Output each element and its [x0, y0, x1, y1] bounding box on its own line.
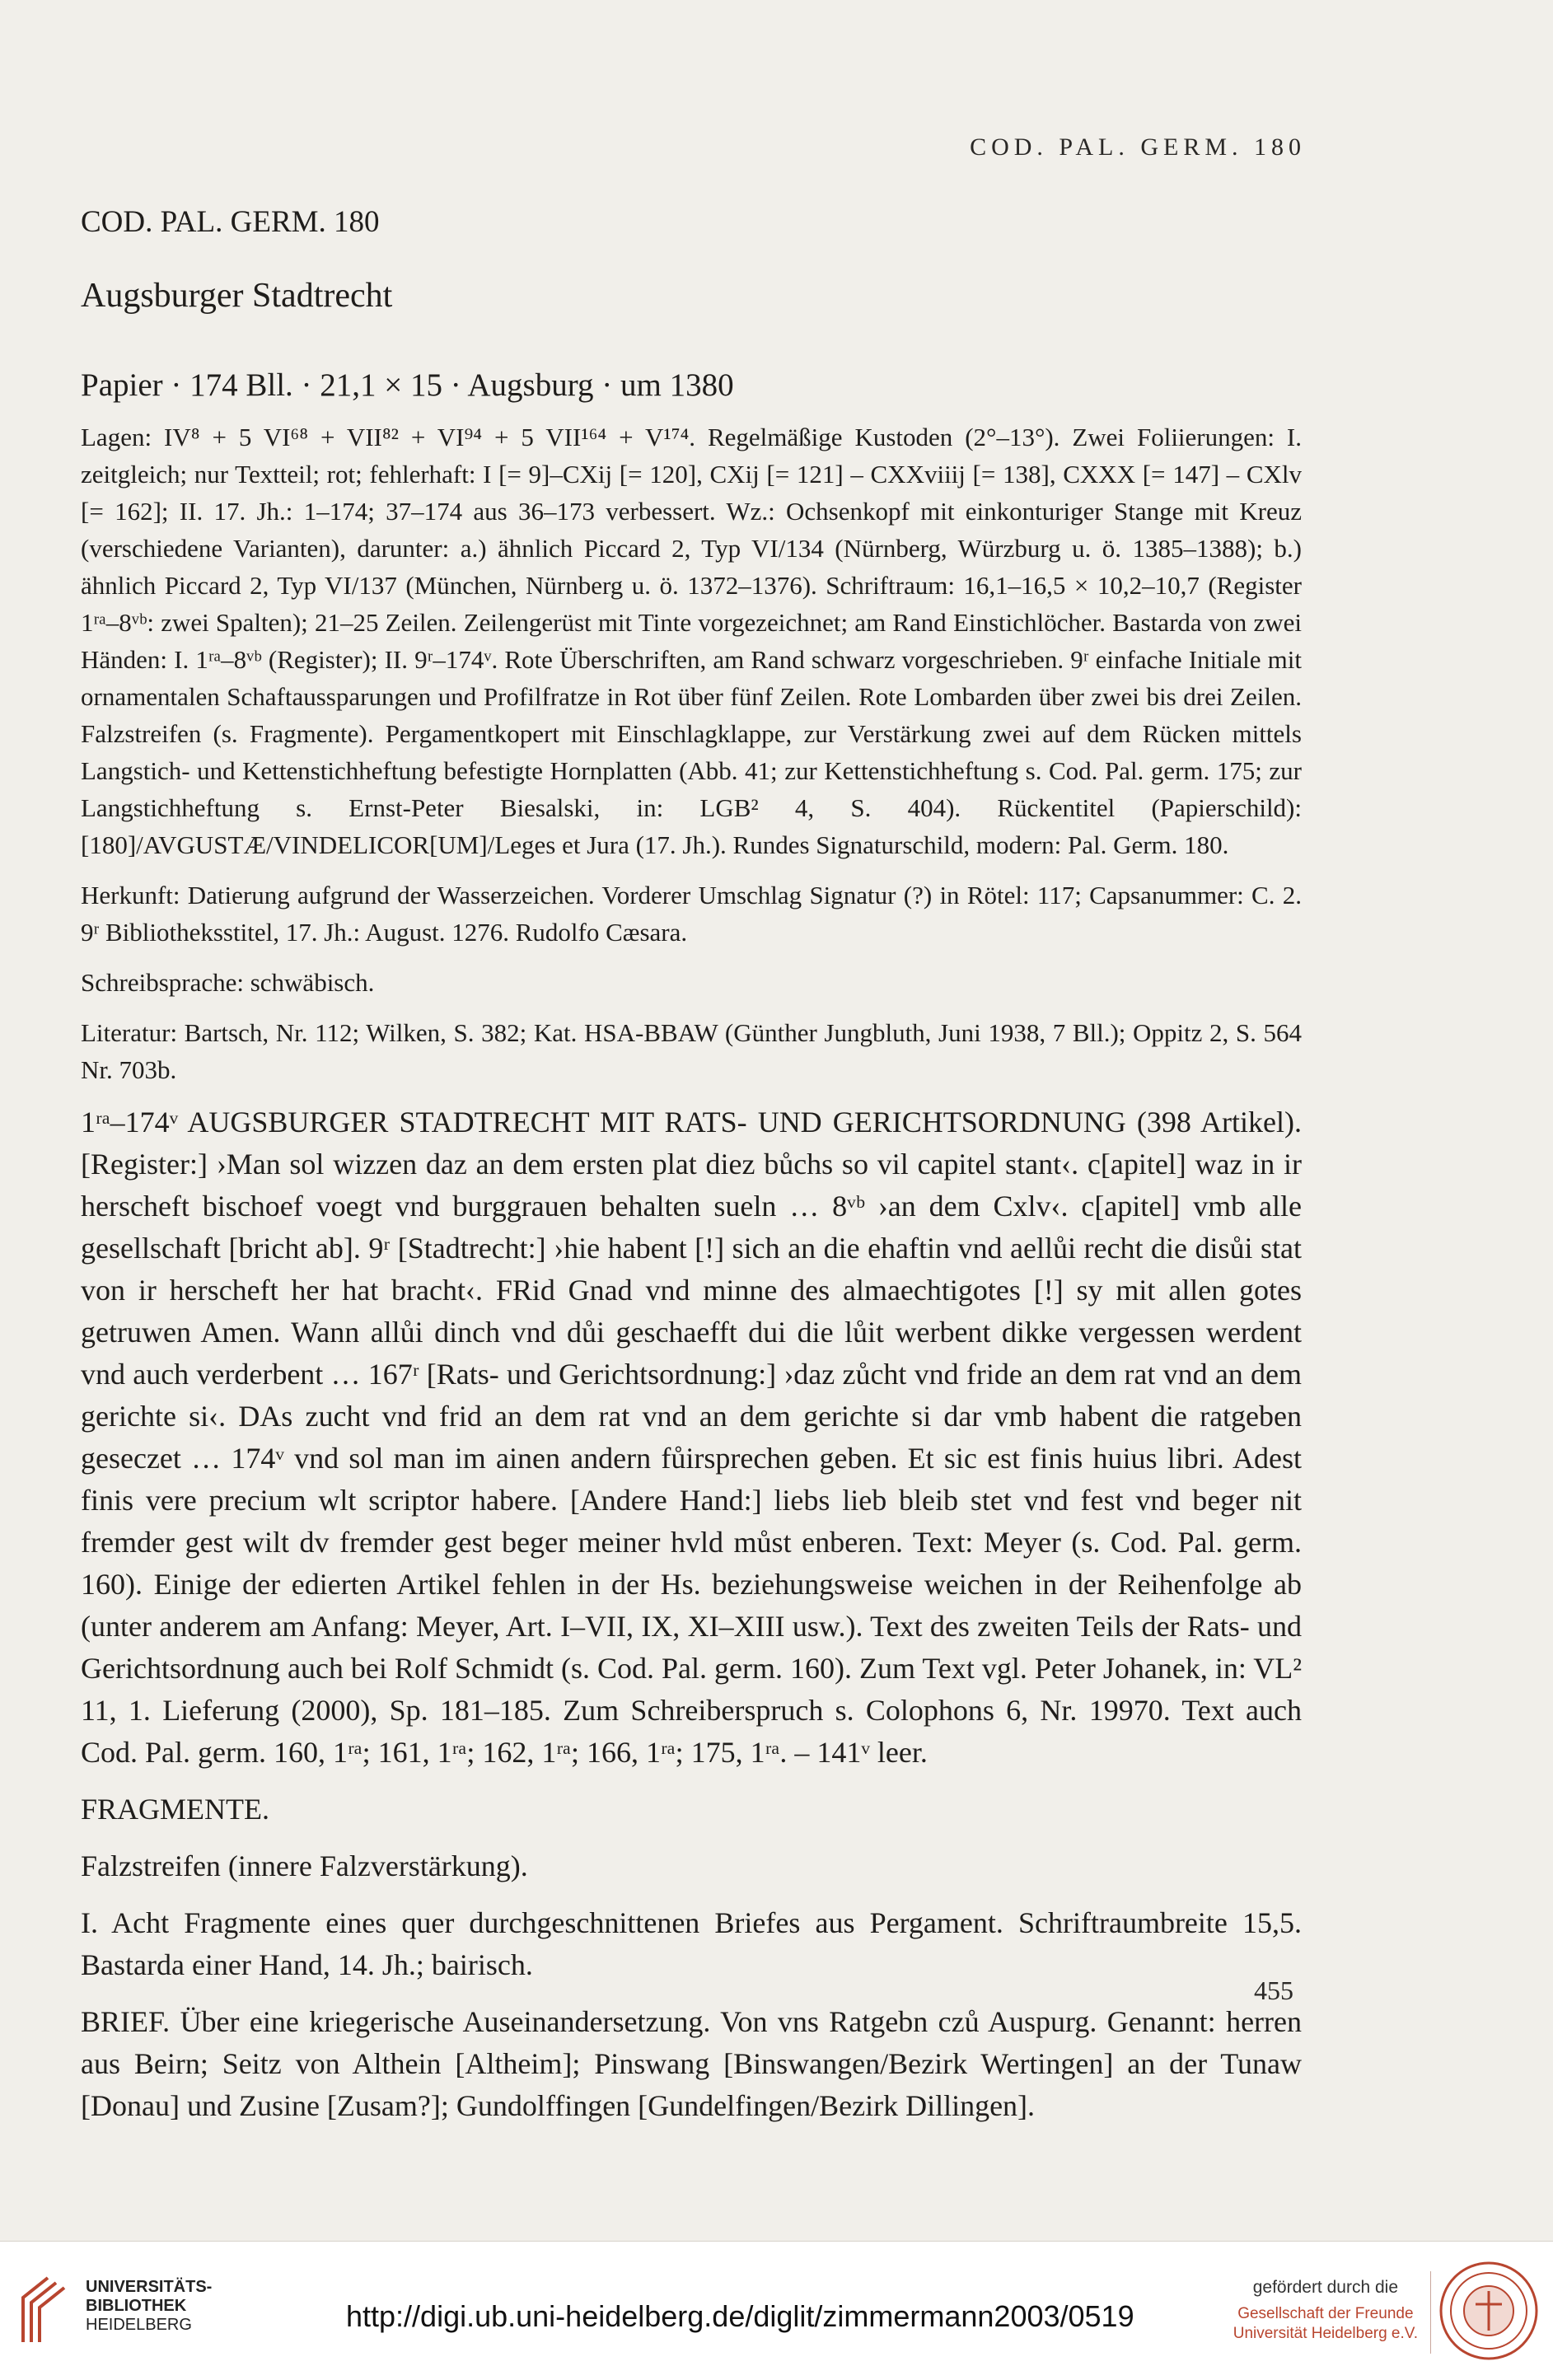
- provenance: Herkunft: Datierung aufgrund der Wasserzeichen. Vorderer Umschlag Signatur (?) in Rötel: 117; Capsanummer: C. 2. 9ʳ Bibliotheksstitel, 17. Jh.: August. 1276. Rudolfo Cæsara.: [81, 881, 1302, 947]
- entry-title: Augsburger Stadtrecht: [81, 277, 393, 315]
- permalink[interactable]: http://digi.ub.uni-heidelberg.de/diglit/zimmermann2003/0519: [346, 2299, 1134, 2333]
- catalog-entry: [81, 204, 1302, 2142]
- fragments-heading: FRAGMENTE.: [81, 1793, 270, 1826]
- running-head: COD. PAL. GERM. 180: [970, 133, 1306, 161]
- sponsor-credit: [1233, 2278, 1418, 2344]
- fragment-one: I. Acht Fragmente eines quer durchgeschnittenen Briefes aus Pergament. Schriftraumbreite 15,5. Bastarda einer Hand, 14. Jh.; bairisch.: [81, 1906, 1302, 1981]
- sponsor-intro: gefördert durch die: [1252, 2278, 1398, 2297]
- library-logo-icon: [15, 2273, 71, 2347]
- scribal-language: Schreibsprache: schwäbisch.: [81, 968, 375, 997]
- letter-description: BRIEF. Über eine kriegerische Auseinandersetzung. Von vns Ratgebn czů Auspurg. Genannt: herren aus Beirn; Seitz von Althein [Altheim]; Pinswang [Binswangen/Bezirk Wertingen] an der Tunaw [Donau] und Zusine [Zusam?]; Gundolffingen [Gundelfingen/Bezirk Dillingen].: [81, 2005, 1302, 2122]
- content-description: 1ʳᵃ–174ᵛ AUGSBURGER STADTRECHT MIT RATS- UND GERICHTSORDNUNG (398 Artikel). [Register:] ›Man sol wizzen daz an dem ersten plat diez bůchs so vil capitel stant‹. c[apitel] waz in ir herscheft bischoef voegt vnd burggrauen behalten sueln … 8ᵛᵇ ›an dem Cxlv‹. c[apitel] vmb alle gesellschaft [bricht ab]. 9ʳ [Stadtrecht:] ›hie habent [!] sich an die ehaftin vnd aellůi recht die disůi stat von ir herscheft her hat bracht‹. FRid Gnad vnd minne des almaechtigotes [!] sy mit allen gotes getruwen Amen. Wann allůi dinch vnd důi geschaefft dui die lůit werbent dikke vergessen werdent vnd auch verderbent … 167ʳ [Rats- und Gerichtsordnung:] ›daz zůcht vnd fride an dem rat vnd an dem gerichte si‹. DAs zucht vnd frid an dem rat vnd an dem gerichte si dar vmb habent die ratgeben geseczet … 174ᵛ vnd sol man im ainen andern fůirsprechen geben. Et sic est finis huius libri. Adest finis vere precium wlt scriptor habere. [Andere Hand:] liebs lieb bleib stet vnd fest vnd beger nit fremder gest wilt dv fremder gest beger meiner hvld můst enberen. Text: Meyer (s. Cod. Pal. germ. 160). Einige der edierten Artikel fehlen in der Hs. beziehungsweise weichen in der Reihenfolge ab (unter anderem am Anfang: Meyer, Art. I–VII, IX, XI–XIII usw.). Text des zweiten Teils der Rats- und Gerichtsordnung auch bei Rolf Schmidt (s. Cod. Pal. germ. 160). Zum Text vgl. Peter Johanek, in: VL² 11, 1. Lieferung (2000), Sp. 181–185. Zum Schreiberspruch s. Colophons 6, Nr. 19970. Text auch Cod. Pal. germ. 160, 1ʳᵃ; 161, 1ʳᵃ; 162, 1ʳᵃ; 166, 1ʳᵃ; 175, 1ʳᵃ. – 141ᵛ leer.: [81, 1106, 1302, 1769]
- codicological-description: Lagen: IV⁸ + 5 VI⁶⁸ + VII⁸² + VI⁹⁴ + 5 VII¹⁶⁴ + V¹⁷⁴. Regelmäßige Kustoden (2°–13°). Zwei Foliierungen: I. zeitgleich; nur Textteil; rot; fehlerhaft: I [= 9]–CXij [= 120], CXij [= 121] – CXXviiij [= 138], CXXX [= 147] – CXlv [= 162]; II. 17. Jh.: 1–174; 37–174 aus 36–173 verbessert. Wz.: Ochsenkopf mit einkonturiger Stange mit Kreuz (verschiedene Varianten), darunter: a.) ähnlich Piccard 2, Typ VI/134 (Nürnberg, Würzburg u. ö. 1385–1388); b.) ähnlich Piccard 2, Typ VI/137 (München, Nürnberg u. ö. 1372–1376). Schriftraum: 16,1–16,5 × 10,2–10,7 (Register 1ʳᵃ–8ᵛᵇ: zwei Spalten); 21–25 Zeilen. Zeilengerüst mit Tinte vorgezeichnet; am Rand Einstichlöcher. Bastarda von zwei Händen: I. 1ʳᵃ–8ᵛᵇ (Register); II. 9ʳ–174ᵛ. Rote Überschriften, am Rand schwarz vorgeschrieben. 9ʳ einfache Initiale mit ornamentalen Schaftaussparungen und Profilfratze in Rot über fünf Zeilen. Rote Lombarden über zwei bis drei Zeilen. Falzstreifen (s. Fragmente). Pergamentkopert mit Einschlagklappe, zur Verstärkung zwei auf dem Rücken mittels Langstich- und Kettenstichheftung befestigte Hornplatten (Abb. 41; zur Kettenstichheftung s. Cod. Pal. germ. 175; zur Langstichheftung s. Ernst-Peter Biesalski, in: LGB² 4, S. 404). Rückentitel (Papierschild): [180]/AVGUSTÆ/VINDELICOR[UM]/Leges et Jura (17. Jh.). Rundes Signaturschild, modern: Pal. Germ. 180.: [81, 423, 1302, 859]
- footer-divider: [1430, 2271, 1431, 2354]
- library-name-line-2: BIBLIOTHEK: [86, 2297, 187, 2315]
- physical-summary: Papier · 174 Bll. · 21,1 × 15 · Augsburg · um 1380: [81, 367, 734, 403]
- literature: Literatur: Bartsch, Nr. 112; Wilken, S. 382; Kat. HSA-BBAW (Günther Jungbluth, Juni 1938, 7 Bll.); Oppitz 2, S. 564 Nr. 703b.: [81, 1018, 1302, 1084]
- fold-strips: Falzstreifen (innere Falzverstärkung).: [81, 1849, 528, 1882]
- sponsor-name-line-1: Gesellschaft der Freunde: [1237, 2305, 1414, 2322]
- library-name-line-1: UNIVERSITÄTS-: [86, 2278, 213, 2296]
- shelfmark: COD. PAL. GERM. 180: [81, 205, 380, 239]
- digitization-footer: [0, 2241, 1553, 2380]
- library-name: [86, 2278, 212, 2335]
- university-seal-icon: [1438, 2260, 1540, 2362]
- page-number: 455: [1254, 1976, 1293, 2005]
- library-name-line-3: HEIDELBERG: [86, 2316, 192, 2334]
- sponsor-name-line-2: Universität Heidelberg e.V.: [1233, 2325, 1418, 2342]
